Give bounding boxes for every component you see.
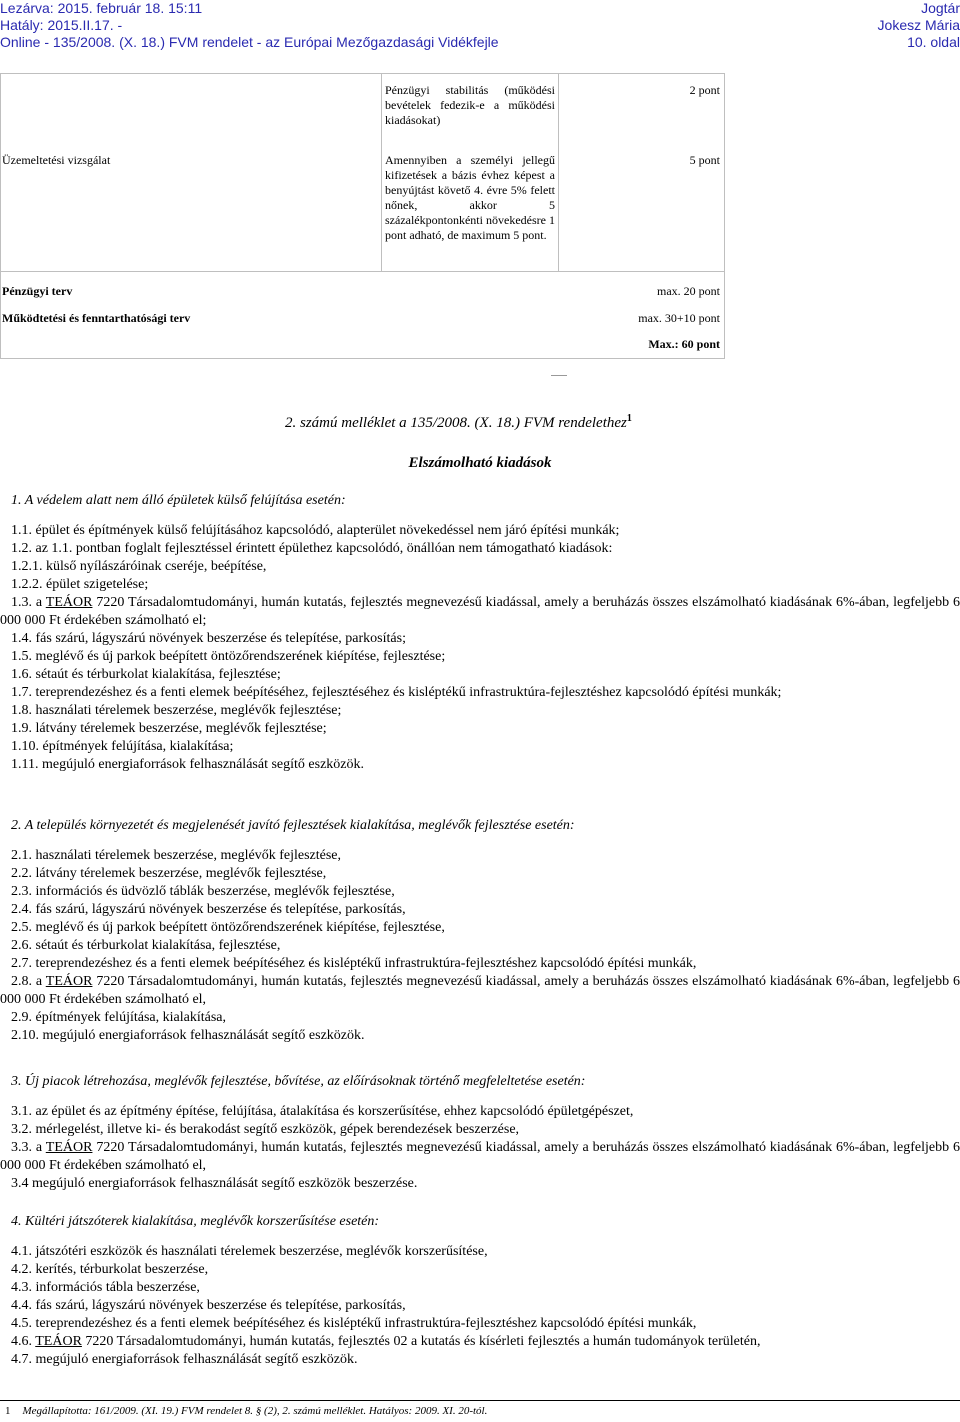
teaor-link[interactable]: TEÁOR: [45, 974, 93, 989]
table-row-divider: [0, 271, 724, 272]
list-item: 2.2. látvány térelemek beszerzése, meglévők fejlesztése,: [11, 866, 327, 881]
list-item: 2.10. megújuló energiaforrások felhasználását segítő eszközök.: [11, 1028, 365, 1043]
list-item: 1.11. megújuló energiaforrások felhasználását segítő eszközök.: [11, 757, 364, 772]
header-user: Jokesz Mária: [877, 17, 960, 33]
annex-title-text: 2. számú melléklet a 135/2008. (X. 18.) FVM rendelethez: [285, 415, 627, 431]
section-3: [0, 1073, 960, 1193]
list-item: 1.5. meglévő és új parkok beépített öntözőrendszerének kiépítése, fejlesztése;: [11, 649, 446, 664]
header-closed-date: Lezárva: 2015. február 18. 15:11: [0, 0, 203, 16]
list-item: 1.6. sétaút és térburkolat kialakítása, fejlesztése;: [11, 667, 281, 682]
financial-plan-points: max. 20 pont: [657, 284, 720, 298]
footnote-text: Megállapította: 161/2009. (XI. 19.) FVM rendelet 8. § (2), 2. számú melléklet. Hatályos: 2009. XI. 20-tól.: [22, 1405, 488, 1417]
operating-plan-label: Működtetési és fenntarthatósági terv: [2, 311, 191, 325]
list-item: 1.2.1. külső nyílászáróinak cseréje, beépítése,: [11, 559, 267, 574]
list-item: 4.7. megújuló energiaforrások felhasználását segítő eszközök.: [11, 1352, 358, 1367]
annex-title: [285, 413, 632, 432]
table-divider-1: [381, 73, 382, 271]
list-item: 4.1. játszótéri eszközök és használati térelemek beszerzése, meglévők korszerűsítése,: [11, 1244, 488, 1259]
section-4: [0, 1213, 960, 1369]
header-effective-date: Hatály: 2015.II.17. -: [0, 17, 123, 33]
operating-plan-points: max. 30+10 pont: [638, 311, 720, 325]
list-item: 3.1. az épület és az építmény építése, felújítása, átalakítása és korszerűsítése, ehhez kapcsolódó épületgépészet,: [11, 1104, 634, 1119]
list-item: 1.8. használati térelemek beszerzése, meglévők fejlesztése;: [11, 703, 342, 718]
list-item: 1.2.2. épület szigetelése;: [11, 577, 149, 592]
list-item: 1.1. épület és építmények külső felújításához kapcsolódó, alapterület növekedéssel nem járó építési munkák;: [11, 523, 620, 538]
section-title: Elszámolható kiadások: [408, 455, 552, 471]
footnote-number: 1: [5, 1405, 11, 1417]
footnote: [5, 1405, 487, 1417]
teaor-link[interactable]: TEÁOR: [35, 1334, 82, 1349]
section-3-heading: 3. Új piacok létrehozása, meglévők fejlesztése, bővítése, az előírásoknak történő megfeleltetése esetén:: [11, 1074, 586, 1089]
list-item: 4.3. információs tábla beszerzése,: [11, 1280, 200, 1295]
list-item: 1.4. fás szárú, lágyszárú növények beszerzése és telepítése, parkosítás;: [11, 631, 406, 646]
footnote-rule: [0, 1400, 960, 1401]
list-item: 3.2. mérlegelést, illetve ki- és berakodást segítő eszközök, gépek berendezések beszerzése,: [11, 1122, 520, 1137]
list-item: 1.10. építmények felújítása, kialakítása;: [11, 739, 234, 754]
table-divider-2: [558, 73, 559, 271]
list-item-teaor: 4.6. TEÁOR 7220 Társadalomtudományi, humán kutatás, fejlesztés 02 a kutatás és kísérleti fejlesztés a humán tudományok területén,: [11, 1334, 761, 1349]
criterion-financial-stability-points: 2 pont: [689, 83, 720, 97]
header-product: Jogtár: [921, 0, 960, 16]
list-item: 4.4. fás szárú, lágyszárú növények beszerzése és telepítése, parkosítás,: [11, 1298, 406, 1313]
header-document-title: Online - 135/2008. (X. 18.) FVM rendelet - az Európai Mezőgazdasági Vidékfejle: [0, 34, 499, 50]
header-right: [878, 0, 960, 51]
section-1: [0, 492, 960, 774]
section-1-heading: 1. A védelem alatt nem álló épületek külső felújítása esetén:: [11, 493, 346, 508]
list-item: 2.9. építmények felújítása, kialakítása,: [11, 1010, 226, 1025]
list-item: 2.1. használati térelemek beszerzése, meglévők fejlesztése,: [11, 848, 342, 863]
criterion-personnel-costs: Amennyiben a személyi jellegű kifizetések a bázis évhez képest a benyújtást követő 4. évre 5% felett nőnek, akkor 5 százalékpontonkénti növekedésre 1 pont adható, de maximum 5 pont.: [385, 153, 555, 242]
header-left: [0, 0, 499, 51]
list-item: 4.2. kerítés, térburkolat beszerzése,: [11, 1262, 209, 1277]
list-item-teaor: 3.3. a TEÁOR 7220 Társadalomtudományi, humán kutatás, fejlesztés megnevezésű kiadással, amely a beruházás összes elszámolható kiadásának 6%-ában, legfeljebb 6 000 000 Ft érdekében számolható el,: [0, 1140, 960, 1173]
financial-plan-label: Pénzügyi terv: [2, 284, 73, 298]
table-total: Max.: 60 pont: [648, 337, 720, 351]
list-item: 1.2. az 1.1. pontban foglalt fejlesztéssel érintett épülethez kapcsolódó, önállóan nem támogatható kiadások:: [11, 541, 613, 556]
section-4-heading: 4. Kültéri játszóterek kialakítása, meglévők korszerűsítése esetén:: [11, 1214, 380, 1229]
list-item: 1.9. látvány térelemek beszerzése, meglévők fejlesztése;: [11, 721, 327, 736]
list-item: 1.7. tereprendezéshez és a fenti elemek beépítéséhez, fejlesztéséhez és kisléptékű infrastruktúra-fejlesztéshez kapcsolódó építési munkák;: [11, 685, 782, 700]
list-item: 4.5. tereprendezéshez és a fenti elemek beépítéséhez és kisléptékű infrastruktúra-fejlesztéshez kapcsolódó építési munkák,: [11, 1316, 697, 1331]
group-label: Üzemeltetési vizsgálat: [2, 153, 111, 167]
teaor-link[interactable]: TEÁOR: [45, 595, 93, 610]
list-item: 2.7. tereprendezéshez és a fenti elemek beépítéséhez és kisléptékű infrastruktúra-fejlesztéshez kapcsolódó építési munkák,: [11, 956, 697, 971]
list-item: 2.4. fás szárú, lágyszárú növények beszerzése és telepítése, parkosítás,: [11, 902, 406, 917]
separator: [551, 375, 567, 376]
teaor-link[interactable]: TEÁOR: [45, 1140, 93, 1155]
list-item-teaor: 2.8. a TEÁOR 7220 Társadalomtudományi, humán kutatás, fejlesztés megnevezésű kiadással, amely a beruházás összes elszámolható kiadásának 6%-ában, legfeljebb 6 000 000 Ft érdekében számolható el,: [0, 974, 960, 1007]
criterion-personnel-costs-points: 5 pont: [689, 153, 720, 167]
header-page-number: 10. oldal: [907, 34, 960, 50]
footnote-ref[interactable]: 1: [626, 413, 632, 424]
list-item: 3.4 megújuló energiaforrások felhasználását segítő eszközök beszerzése.: [11, 1176, 418, 1191]
criterion-financial-stability: Pénzügyi stabilitás (működési bevételek fedezik-e a működési kiadásokat): [385, 83, 555, 127]
list-item: 2.5. meglévő és új parkok beépített öntözőrendszerének kiépítése, fejlesztése,: [11, 920, 445, 935]
list-item: 2.6. sétaút és térburkolat kialakítása, fejlesztése,: [11, 938, 281, 953]
section-2-heading: 2. A település környezetét és megjelenését javító fejlesztések kialakítása, meglévők fejlesztése esetén:: [11, 818, 575, 833]
list-item: 2.3. információs és üdvözlő táblák beszerzése, meglévők fejlesztése,: [11, 884, 395, 899]
section-2: [0, 817, 960, 1045]
list-item-teaor: 1.3. a TEÁOR 7220 Társadalomtudományi, humán kutatás, fejlesztés megnevezésű kiadással, amely a beruházás összes elszámolható kiadásának 6%-ában, legfeljebb 6 000 000 Ft érdekében számolható el;: [0, 595, 960, 628]
